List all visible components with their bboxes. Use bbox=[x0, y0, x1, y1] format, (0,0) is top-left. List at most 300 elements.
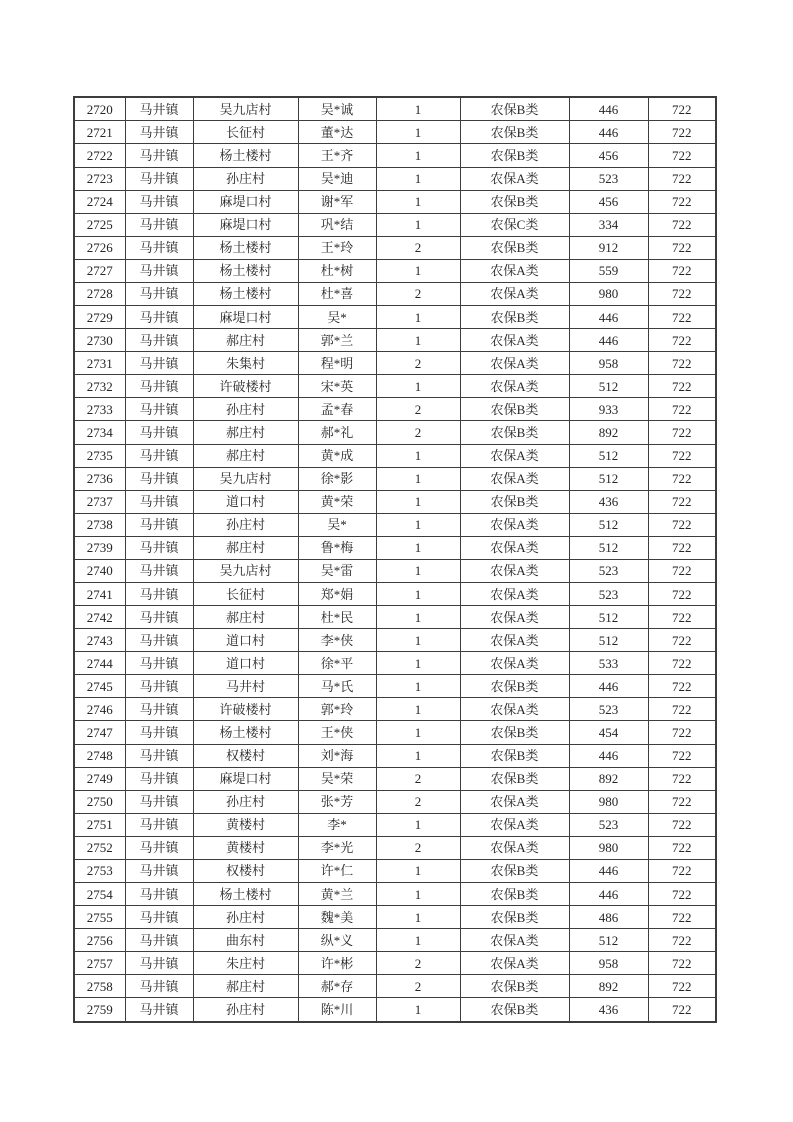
cell-seq: 2753 bbox=[74, 859, 125, 882]
cell-village: 麻堤口村 bbox=[193, 767, 298, 790]
cell-amount: 912 bbox=[569, 236, 648, 259]
cell-name: 郭*兰 bbox=[298, 329, 376, 352]
cell-seq: 2759 bbox=[74, 998, 125, 1022]
table-row bbox=[74, 721, 716, 744]
cell-village: 许破楼村 bbox=[193, 698, 298, 721]
cell-amount: 980 bbox=[569, 282, 648, 305]
cell-town: 马井镇 bbox=[125, 144, 193, 167]
cell-fixed: 722 bbox=[648, 790, 716, 813]
cell-town: 马井镇 bbox=[125, 975, 193, 998]
cell-town: 马井镇 bbox=[125, 906, 193, 929]
cell-fixed: 722 bbox=[648, 629, 716, 652]
table-row bbox=[74, 975, 716, 998]
cell-name: 谢*军 bbox=[298, 190, 376, 213]
cell-count: 1 bbox=[376, 444, 460, 467]
cell-town: 马井镇 bbox=[125, 559, 193, 582]
cell-village: 麻堤口村 bbox=[193, 213, 298, 236]
table-row bbox=[74, 467, 716, 490]
cell-town: 马井镇 bbox=[125, 259, 193, 282]
cell-town: 马井镇 bbox=[125, 952, 193, 975]
cell-amount: 512 bbox=[569, 513, 648, 536]
cell-seq: 2746 bbox=[74, 698, 125, 721]
cell-category: 农保A类 bbox=[460, 513, 569, 536]
cell-village: 郝庄村 bbox=[193, 536, 298, 559]
cell-amount: 446 bbox=[569, 97, 648, 121]
table-row bbox=[74, 213, 716, 236]
cell-category: 农保A类 bbox=[460, 329, 569, 352]
table-row bbox=[74, 375, 716, 398]
cell-seq: 2728 bbox=[74, 282, 125, 305]
cell-name: 董*达 bbox=[298, 121, 376, 144]
table-row bbox=[74, 906, 716, 929]
cell-name: 吴*迪 bbox=[298, 167, 376, 190]
cell-seq: 2730 bbox=[74, 329, 125, 352]
cell-seq: 2749 bbox=[74, 767, 125, 790]
cell-town: 马井镇 bbox=[125, 767, 193, 790]
table-row bbox=[74, 421, 716, 444]
cell-category: 农保B类 bbox=[460, 906, 569, 929]
cell-amount: 958 bbox=[569, 952, 648, 975]
cell-count: 2 bbox=[376, 836, 460, 859]
cell-category: 农保A类 bbox=[460, 813, 569, 836]
cell-town: 马井镇 bbox=[125, 582, 193, 605]
cell-category: 农保B类 bbox=[460, 121, 569, 144]
cell-amount: 456 bbox=[569, 144, 648, 167]
cell-fixed: 722 bbox=[648, 398, 716, 421]
cell-category: 农保A类 bbox=[460, 259, 569, 282]
cell-fixed: 722 bbox=[648, 582, 716, 605]
cell-seq: 2725 bbox=[74, 213, 125, 236]
cell-count: 1 bbox=[376, 859, 460, 882]
cell-town: 马井镇 bbox=[125, 859, 193, 882]
table-row bbox=[74, 144, 716, 167]
cell-amount: 512 bbox=[569, 444, 648, 467]
cell-name: 刘*海 bbox=[298, 744, 376, 767]
cell-name: 马*氏 bbox=[298, 675, 376, 698]
cell-fixed: 722 bbox=[648, 698, 716, 721]
table-row bbox=[74, 97, 716, 121]
cell-category: 农保B类 bbox=[460, 236, 569, 259]
cell-amount: 512 bbox=[569, 929, 648, 952]
cell-category: 农保B类 bbox=[460, 675, 569, 698]
cell-seq: 2731 bbox=[74, 352, 125, 375]
cell-category: 农保A类 bbox=[460, 559, 569, 582]
cell-village: 杨土楼村 bbox=[193, 236, 298, 259]
cell-seq: 2733 bbox=[74, 398, 125, 421]
cell-town: 马井镇 bbox=[125, 282, 193, 305]
cell-count: 1 bbox=[376, 906, 460, 929]
table-row bbox=[74, 629, 716, 652]
cell-count: 2 bbox=[376, 790, 460, 813]
cell-seq: 2752 bbox=[74, 836, 125, 859]
table-row bbox=[74, 306, 716, 329]
cell-village: 曲东村 bbox=[193, 929, 298, 952]
cell-village: 杨土楼村 bbox=[193, 721, 298, 744]
cell-count: 2 bbox=[376, 952, 460, 975]
cell-name: 张*芳 bbox=[298, 790, 376, 813]
cell-village: 郝庄村 bbox=[193, 444, 298, 467]
cell-amount: 512 bbox=[569, 536, 648, 559]
cell-count: 2 bbox=[376, 767, 460, 790]
cell-seq: 2747 bbox=[74, 721, 125, 744]
cell-count: 1 bbox=[376, 536, 460, 559]
cell-category: 农保B类 bbox=[460, 767, 569, 790]
cell-seq: 2722 bbox=[74, 144, 125, 167]
cell-village: 朱庄村 bbox=[193, 952, 298, 975]
cell-amount: 523 bbox=[569, 698, 648, 721]
cell-name: 许*仁 bbox=[298, 859, 376, 882]
cell-amount: 446 bbox=[569, 306, 648, 329]
table-row bbox=[74, 352, 716, 375]
cell-name: 王*侠 bbox=[298, 721, 376, 744]
cell-village: 杨土楼村 bbox=[193, 282, 298, 305]
cell-village: 杨土楼村 bbox=[193, 882, 298, 905]
cell-name: 黄*荣 bbox=[298, 490, 376, 513]
cell-seq: 2724 bbox=[74, 190, 125, 213]
cell-fixed: 722 bbox=[648, 744, 716, 767]
cell-count: 1 bbox=[376, 375, 460, 398]
cell-category: 农保B类 bbox=[460, 306, 569, 329]
cell-amount: 958 bbox=[569, 352, 648, 375]
cell-fixed: 722 bbox=[648, 352, 716, 375]
cell-fixed: 722 bbox=[648, 444, 716, 467]
table-row bbox=[74, 513, 716, 536]
cell-count: 1 bbox=[376, 467, 460, 490]
cell-count: 1 bbox=[376, 490, 460, 513]
cell-name: 魏*美 bbox=[298, 906, 376, 929]
cell-town: 马井镇 bbox=[125, 167, 193, 190]
table-row bbox=[74, 998, 716, 1022]
cell-count: 2 bbox=[376, 398, 460, 421]
cell-village: 孙庄村 bbox=[193, 513, 298, 536]
cell-village: 郝庄村 bbox=[193, 975, 298, 998]
cell-seq: 2735 bbox=[74, 444, 125, 467]
cell-seq: 2720 bbox=[74, 97, 125, 121]
cell-category: 农保B类 bbox=[460, 975, 569, 998]
cell-town: 马井镇 bbox=[125, 721, 193, 744]
cell-name: 孟*春 bbox=[298, 398, 376, 421]
cell-count: 1 bbox=[376, 813, 460, 836]
cell-village: 郝庄村 bbox=[193, 606, 298, 629]
cell-amount: 559 bbox=[569, 259, 648, 282]
cell-category: 农保B类 bbox=[460, 998, 569, 1022]
cell-town: 马井镇 bbox=[125, 121, 193, 144]
cell-amount: 523 bbox=[569, 167, 648, 190]
cell-fixed: 722 bbox=[648, 306, 716, 329]
cell-fixed: 722 bbox=[648, 882, 716, 905]
cell-town: 马井镇 bbox=[125, 675, 193, 698]
cell-amount: 436 bbox=[569, 490, 648, 513]
table-row bbox=[74, 490, 716, 513]
cell-name: 吴* bbox=[298, 513, 376, 536]
cell-count: 2 bbox=[376, 236, 460, 259]
table-row bbox=[74, 282, 716, 305]
cell-fixed: 722 bbox=[648, 536, 716, 559]
cell-category: 农保A类 bbox=[460, 536, 569, 559]
cell-town: 马井镇 bbox=[125, 536, 193, 559]
cell-fixed: 722 bbox=[648, 998, 716, 1022]
cell-town: 马井镇 bbox=[125, 236, 193, 259]
cell-category: 农保A类 bbox=[460, 352, 569, 375]
cell-category: 农保B类 bbox=[460, 490, 569, 513]
cell-count: 1 bbox=[376, 190, 460, 213]
cell-fixed: 722 bbox=[648, 952, 716, 975]
cell-village: 许破楼村 bbox=[193, 375, 298, 398]
table-row bbox=[74, 952, 716, 975]
cell-fixed: 722 bbox=[648, 652, 716, 675]
cell-amount: 980 bbox=[569, 836, 648, 859]
cell-seq: 2737 bbox=[74, 490, 125, 513]
cell-town: 马井镇 bbox=[125, 698, 193, 721]
cell-amount: 446 bbox=[569, 859, 648, 882]
cell-amount: 486 bbox=[569, 906, 648, 929]
cell-category: 农保A类 bbox=[460, 375, 569, 398]
table-row bbox=[74, 813, 716, 836]
cell-village: 孙庄村 bbox=[193, 906, 298, 929]
cell-seq: 2729 bbox=[74, 306, 125, 329]
cell-amount: 456 bbox=[569, 190, 648, 213]
cell-count: 1 bbox=[376, 606, 460, 629]
cell-town: 马井镇 bbox=[125, 329, 193, 352]
cell-category: 农保B类 bbox=[460, 398, 569, 421]
cell-name: 纵*义 bbox=[298, 929, 376, 952]
cell-name: 郝*礼 bbox=[298, 421, 376, 444]
cell-name: 郑*娟 bbox=[298, 582, 376, 605]
benefits-table bbox=[73, 96, 717, 1023]
cell-village: 长征村 bbox=[193, 121, 298, 144]
cell-count: 1 bbox=[376, 652, 460, 675]
cell-category: 农保B类 bbox=[460, 859, 569, 882]
cell-seq: 2745 bbox=[74, 675, 125, 698]
cell-category: 农保B类 bbox=[460, 721, 569, 744]
cell-amount: 454 bbox=[569, 721, 648, 744]
cell-name: 程*明 bbox=[298, 352, 376, 375]
cell-village: 道口村 bbox=[193, 490, 298, 513]
cell-town: 马井镇 bbox=[125, 998, 193, 1022]
cell-seq: 2750 bbox=[74, 790, 125, 813]
cell-amount: 523 bbox=[569, 559, 648, 582]
cell-seq: 2727 bbox=[74, 259, 125, 282]
cell-town: 马井镇 bbox=[125, 213, 193, 236]
cell-count: 1 bbox=[376, 698, 460, 721]
cell-name: 杜*喜 bbox=[298, 282, 376, 305]
cell-count: 1 bbox=[376, 559, 460, 582]
cell-village: 郝庄村 bbox=[193, 421, 298, 444]
cell-count: 1 bbox=[376, 721, 460, 744]
table-row bbox=[74, 329, 716, 352]
table-row bbox=[74, 582, 716, 605]
table-row bbox=[74, 836, 716, 859]
cell-town: 马井镇 bbox=[125, 398, 193, 421]
cell-count: 1 bbox=[376, 629, 460, 652]
cell-name: 黄*成 bbox=[298, 444, 376, 467]
cell-category: 农保A类 bbox=[460, 606, 569, 629]
cell-village: 孙庄村 bbox=[193, 167, 298, 190]
cell-category: 农保A类 bbox=[460, 444, 569, 467]
cell-town: 马井镇 bbox=[125, 190, 193, 213]
cell-category: 农保A类 bbox=[460, 952, 569, 975]
cell-town: 马井镇 bbox=[125, 836, 193, 859]
table-row bbox=[74, 259, 716, 282]
cell-count: 1 bbox=[376, 675, 460, 698]
cell-name: 吴* bbox=[298, 306, 376, 329]
table-row bbox=[74, 236, 716, 259]
cell-fixed: 722 bbox=[648, 490, 716, 513]
cell-town: 马井镇 bbox=[125, 629, 193, 652]
cell-village: 权楼村 bbox=[193, 744, 298, 767]
cell-name: 巩*结 bbox=[298, 213, 376, 236]
cell-category: 农保A类 bbox=[460, 652, 569, 675]
cell-town: 马井镇 bbox=[125, 467, 193, 490]
cell-fixed: 722 bbox=[648, 467, 716, 490]
cell-amount: 436 bbox=[569, 998, 648, 1022]
cell-amount: 446 bbox=[569, 121, 648, 144]
cell-village: 郝庄村 bbox=[193, 329, 298, 352]
cell-amount: 512 bbox=[569, 629, 648, 652]
cell-village: 道口村 bbox=[193, 652, 298, 675]
table-row bbox=[74, 675, 716, 698]
cell-category: 农保A类 bbox=[460, 167, 569, 190]
cell-name: 许*彬 bbox=[298, 952, 376, 975]
cell-count: 1 bbox=[376, 306, 460, 329]
cell-town: 马井镇 bbox=[125, 444, 193, 467]
cell-fixed: 722 bbox=[648, 606, 716, 629]
cell-category: 农保A类 bbox=[460, 282, 569, 305]
cell-village: 长征村 bbox=[193, 582, 298, 605]
cell-category: 农保A类 bbox=[460, 582, 569, 605]
cell-village: 朱集村 bbox=[193, 352, 298, 375]
cell-name: 杜*树 bbox=[298, 259, 376, 282]
cell-fixed: 722 bbox=[648, 421, 716, 444]
table-row bbox=[74, 744, 716, 767]
cell-amount: 523 bbox=[569, 582, 648, 605]
cell-town: 马井镇 bbox=[125, 744, 193, 767]
cell-amount: 980 bbox=[569, 790, 648, 813]
cell-name: 郭*玲 bbox=[298, 698, 376, 721]
cell-name: 黄*兰 bbox=[298, 882, 376, 905]
cell-count: 1 bbox=[376, 167, 460, 190]
cell-village: 吴九店村 bbox=[193, 467, 298, 490]
cell-name: 王*玲 bbox=[298, 236, 376, 259]
cell-category: 农保A类 bbox=[460, 467, 569, 490]
cell-fixed: 722 bbox=[648, 167, 716, 190]
cell-amount: 446 bbox=[569, 329, 648, 352]
cell-seq: 2736 bbox=[74, 467, 125, 490]
table-row bbox=[74, 559, 716, 582]
cell-fixed: 722 bbox=[648, 121, 716, 144]
cell-category: 农保A类 bbox=[460, 929, 569, 952]
cell-count: 1 bbox=[376, 929, 460, 952]
cell-count: 2 bbox=[376, 282, 460, 305]
cell-seq: 2732 bbox=[74, 375, 125, 398]
cell-village: 杨土楼村 bbox=[193, 259, 298, 282]
cell-village: 孙庄村 bbox=[193, 790, 298, 813]
table-row bbox=[74, 790, 716, 813]
cell-count: 1 bbox=[376, 213, 460, 236]
cell-count: 1 bbox=[376, 329, 460, 352]
cell-seq: 2723 bbox=[74, 167, 125, 190]
cell-town: 马井镇 bbox=[125, 490, 193, 513]
cell-seq: 2741 bbox=[74, 582, 125, 605]
cell-fixed: 722 bbox=[648, 375, 716, 398]
cell-count: 1 bbox=[376, 121, 460, 144]
cell-village: 杨土楼村 bbox=[193, 144, 298, 167]
table-row bbox=[74, 698, 716, 721]
cell-fixed: 722 bbox=[648, 559, 716, 582]
table-row bbox=[74, 398, 716, 421]
table-row bbox=[74, 190, 716, 213]
cell-category: 农保B类 bbox=[460, 882, 569, 905]
cell-seq: 2751 bbox=[74, 813, 125, 836]
cell-seq: 2756 bbox=[74, 929, 125, 952]
cell-fixed: 722 bbox=[648, 236, 716, 259]
cell-fixed: 722 bbox=[648, 975, 716, 998]
cell-seq: 2757 bbox=[74, 952, 125, 975]
cell-category: 农保A类 bbox=[460, 836, 569, 859]
cell-category: 农保C类 bbox=[460, 213, 569, 236]
cell-town: 马井镇 bbox=[125, 813, 193, 836]
cell-seq: 2726 bbox=[74, 236, 125, 259]
cell-name: 吴*荣 bbox=[298, 767, 376, 790]
cell-amount: 512 bbox=[569, 375, 648, 398]
cell-count: 1 bbox=[376, 513, 460, 536]
cell-seq: 2748 bbox=[74, 744, 125, 767]
cell-village: 孙庄村 bbox=[193, 998, 298, 1022]
cell-village: 黄楼村 bbox=[193, 836, 298, 859]
cell-town: 马井镇 bbox=[125, 513, 193, 536]
cell-name: 杜*民 bbox=[298, 606, 376, 629]
cell-name: 宋*英 bbox=[298, 375, 376, 398]
cell-fixed: 722 bbox=[648, 906, 716, 929]
cell-category: 农保B类 bbox=[460, 144, 569, 167]
cell-town: 马井镇 bbox=[125, 375, 193, 398]
cell-seq: 2721 bbox=[74, 121, 125, 144]
table-row bbox=[74, 167, 716, 190]
cell-fixed: 722 bbox=[648, 513, 716, 536]
cell-village: 权楼村 bbox=[193, 859, 298, 882]
cell-fixed: 722 bbox=[648, 859, 716, 882]
cell-category: 农保B类 bbox=[460, 190, 569, 213]
cell-seq: 2740 bbox=[74, 559, 125, 582]
cell-category: 农保A类 bbox=[460, 790, 569, 813]
cell-town: 马井镇 bbox=[125, 790, 193, 813]
cell-village: 道口村 bbox=[193, 629, 298, 652]
cell-count: 1 bbox=[376, 97, 460, 121]
cell-fixed: 722 bbox=[648, 329, 716, 352]
cell-name: 李*侠 bbox=[298, 629, 376, 652]
cell-amount: 892 bbox=[569, 767, 648, 790]
cell-fixed: 722 bbox=[648, 929, 716, 952]
table-row bbox=[74, 606, 716, 629]
cell-count: 1 bbox=[376, 144, 460, 167]
cell-fixed: 722 bbox=[648, 144, 716, 167]
cell-fixed: 722 bbox=[648, 675, 716, 698]
cell-seq: 2739 bbox=[74, 536, 125, 559]
cell-name: 郝*存 bbox=[298, 975, 376, 998]
cell-fixed: 722 bbox=[648, 721, 716, 744]
cell-name: 吴*诚 bbox=[298, 97, 376, 121]
cell-town: 马井镇 bbox=[125, 606, 193, 629]
cell-amount: 446 bbox=[569, 675, 648, 698]
cell-name: 徐*影 bbox=[298, 467, 376, 490]
cell-seq: 2738 bbox=[74, 513, 125, 536]
cell-amount: 446 bbox=[569, 882, 648, 905]
cell-fixed: 722 bbox=[648, 97, 716, 121]
cell-name: 鲁*梅 bbox=[298, 536, 376, 559]
cell-count: 1 bbox=[376, 582, 460, 605]
cell-village: 麻堤口村 bbox=[193, 306, 298, 329]
cell-category: 农保B类 bbox=[460, 97, 569, 121]
